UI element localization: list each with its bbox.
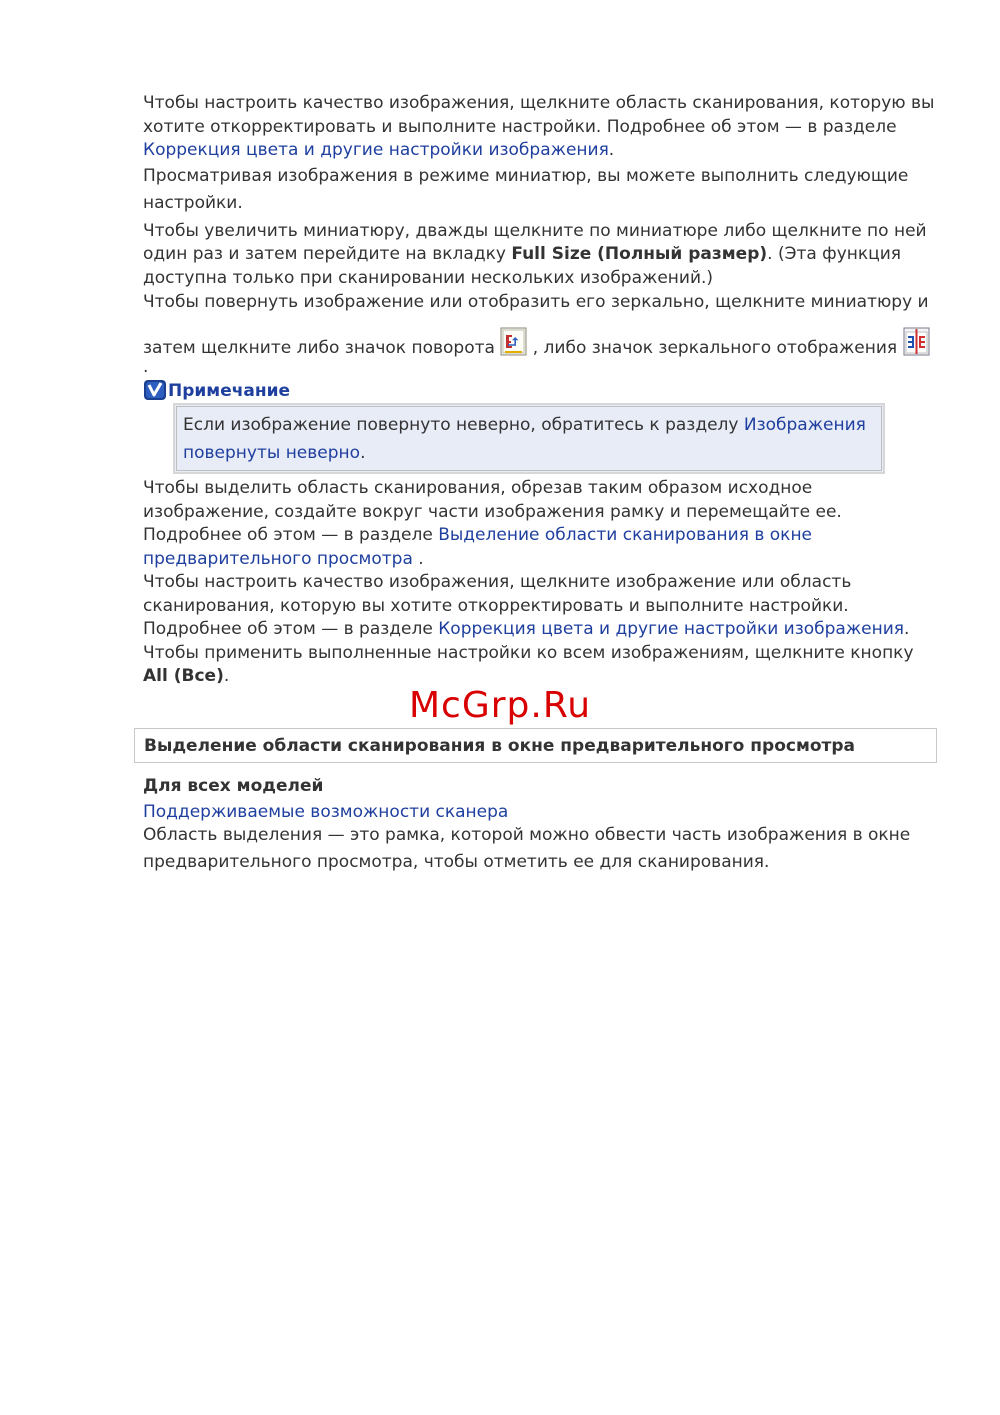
rotate-icon bbox=[500, 327, 527, 356]
all-button-label: All (Все) bbox=[143, 666, 224, 686]
paragraph-apply-all: Чтобы применить выполненные настройки ко всем изображениям, щелкните кнопку All (Все). bbox=[143, 642, 914, 686]
paragraph-rotate: Чтобы повернуть изображение или отобразить его зеркально, щелкните миниатюру и затем щелкните либо значок поворота , либо значок зеркального отображения bbox=[143, 292, 929, 358]
link-color-correction-2[interactable]: Коррекция цвета и другие настройки изображения bbox=[438, 619, 905, 639]
link-color-correction[interactable]: Коррекция цвета и другие настройки изображения bbox=[143, 140, 609, 160]
note-check-icon bbox=[143, 379, 167, 401]
section-title: Выделение области сканирования в окне предварительного просмотра bbox=[134, 728, 937, 763]
note-header bbox=[143, 379, 938, 401]
note-box: Если изображение повернуто неверно, обратитесь к разделу Изображения повернуты неверно. bbox=[173, 403, 885, 474]
paragraph-thumbnails: Просматривая изображения в режиме миниатюр, вы можете выполнить следующие настройки. bbox=[143, 165, 909, 213]
section-body bbox=[143, 774, 938, 876]
link-selection-area[interactable]: Выделение области сканирования в окне предварительного просмотра bbox=[143, 525, 813, 569]
watermark: McGrp.Ru bbox=[408, 685, 592, 726]
full-size-tab-label: Full Size (Полный размер) bbox=[511, 244, 768, 264]
paragraph-enlarge: Чтобы увеличить миниатюру, дважды щелкните по миниатюре либо щелкните по ней один раз и затем перейдите на вкладку Full Size (Полный размер). (Эта функция доступна только при сканировании нескольких изображений.) bbox=[143, 220, 927, 288]
mirror-icon bbox=[903, 327, 930, 356]
main-content bbox=[143, 92, 938, 689]
models-heading: Для всех моделей bbox=[143, 776, 324, 796]
paragraph-quality: Чтобы настроить качество изображения, щелкните область сканирования, которую вы хотите откорректировать и выполните настройки. Подробнее об этом — в разделе Коррекция цвета и другие настройки изображения. bbox=[143, 93, 935, 160]
link-images-rotated[interactable]: Изображения повернуты неверно bbox=[183, 415, 866, 463]
link-supported-features[interactable]: Поддерживаемые возможности сканера bbox=[143, 802, 509, 822]
paragraph-quality-2: Чтобы настроить качество изображения, щелкните изображение или область сканирования, которую вы хотите откорректировать и выполните настройки. Подробнее об этом — в разделе Коррекция цвета и другие настройки изображения. bbox=[143, 572, 910, 639]
paragraph-selection: Чтобы выделить область сканирования, обрезав таким образом исходное изображение, создайте вокруг части изображения рамку и перемещайте ее. Подробнее об этом — в разделе Выделение области сканирования в окне предварительного просмотра . bbox=[143, 478, 842, 569]
note-label: Примечание bbox=[168, 381, 291, 401]
paragraph-rotate-end: . bbox=[143, 357, 149, 377]
section-text: Область выделения — это рамка, которой можно обвести часть изображения в окне предварительного просмотра, чтобы отметить ее для сканирования. bbox=[143, 824, 911, 872]
